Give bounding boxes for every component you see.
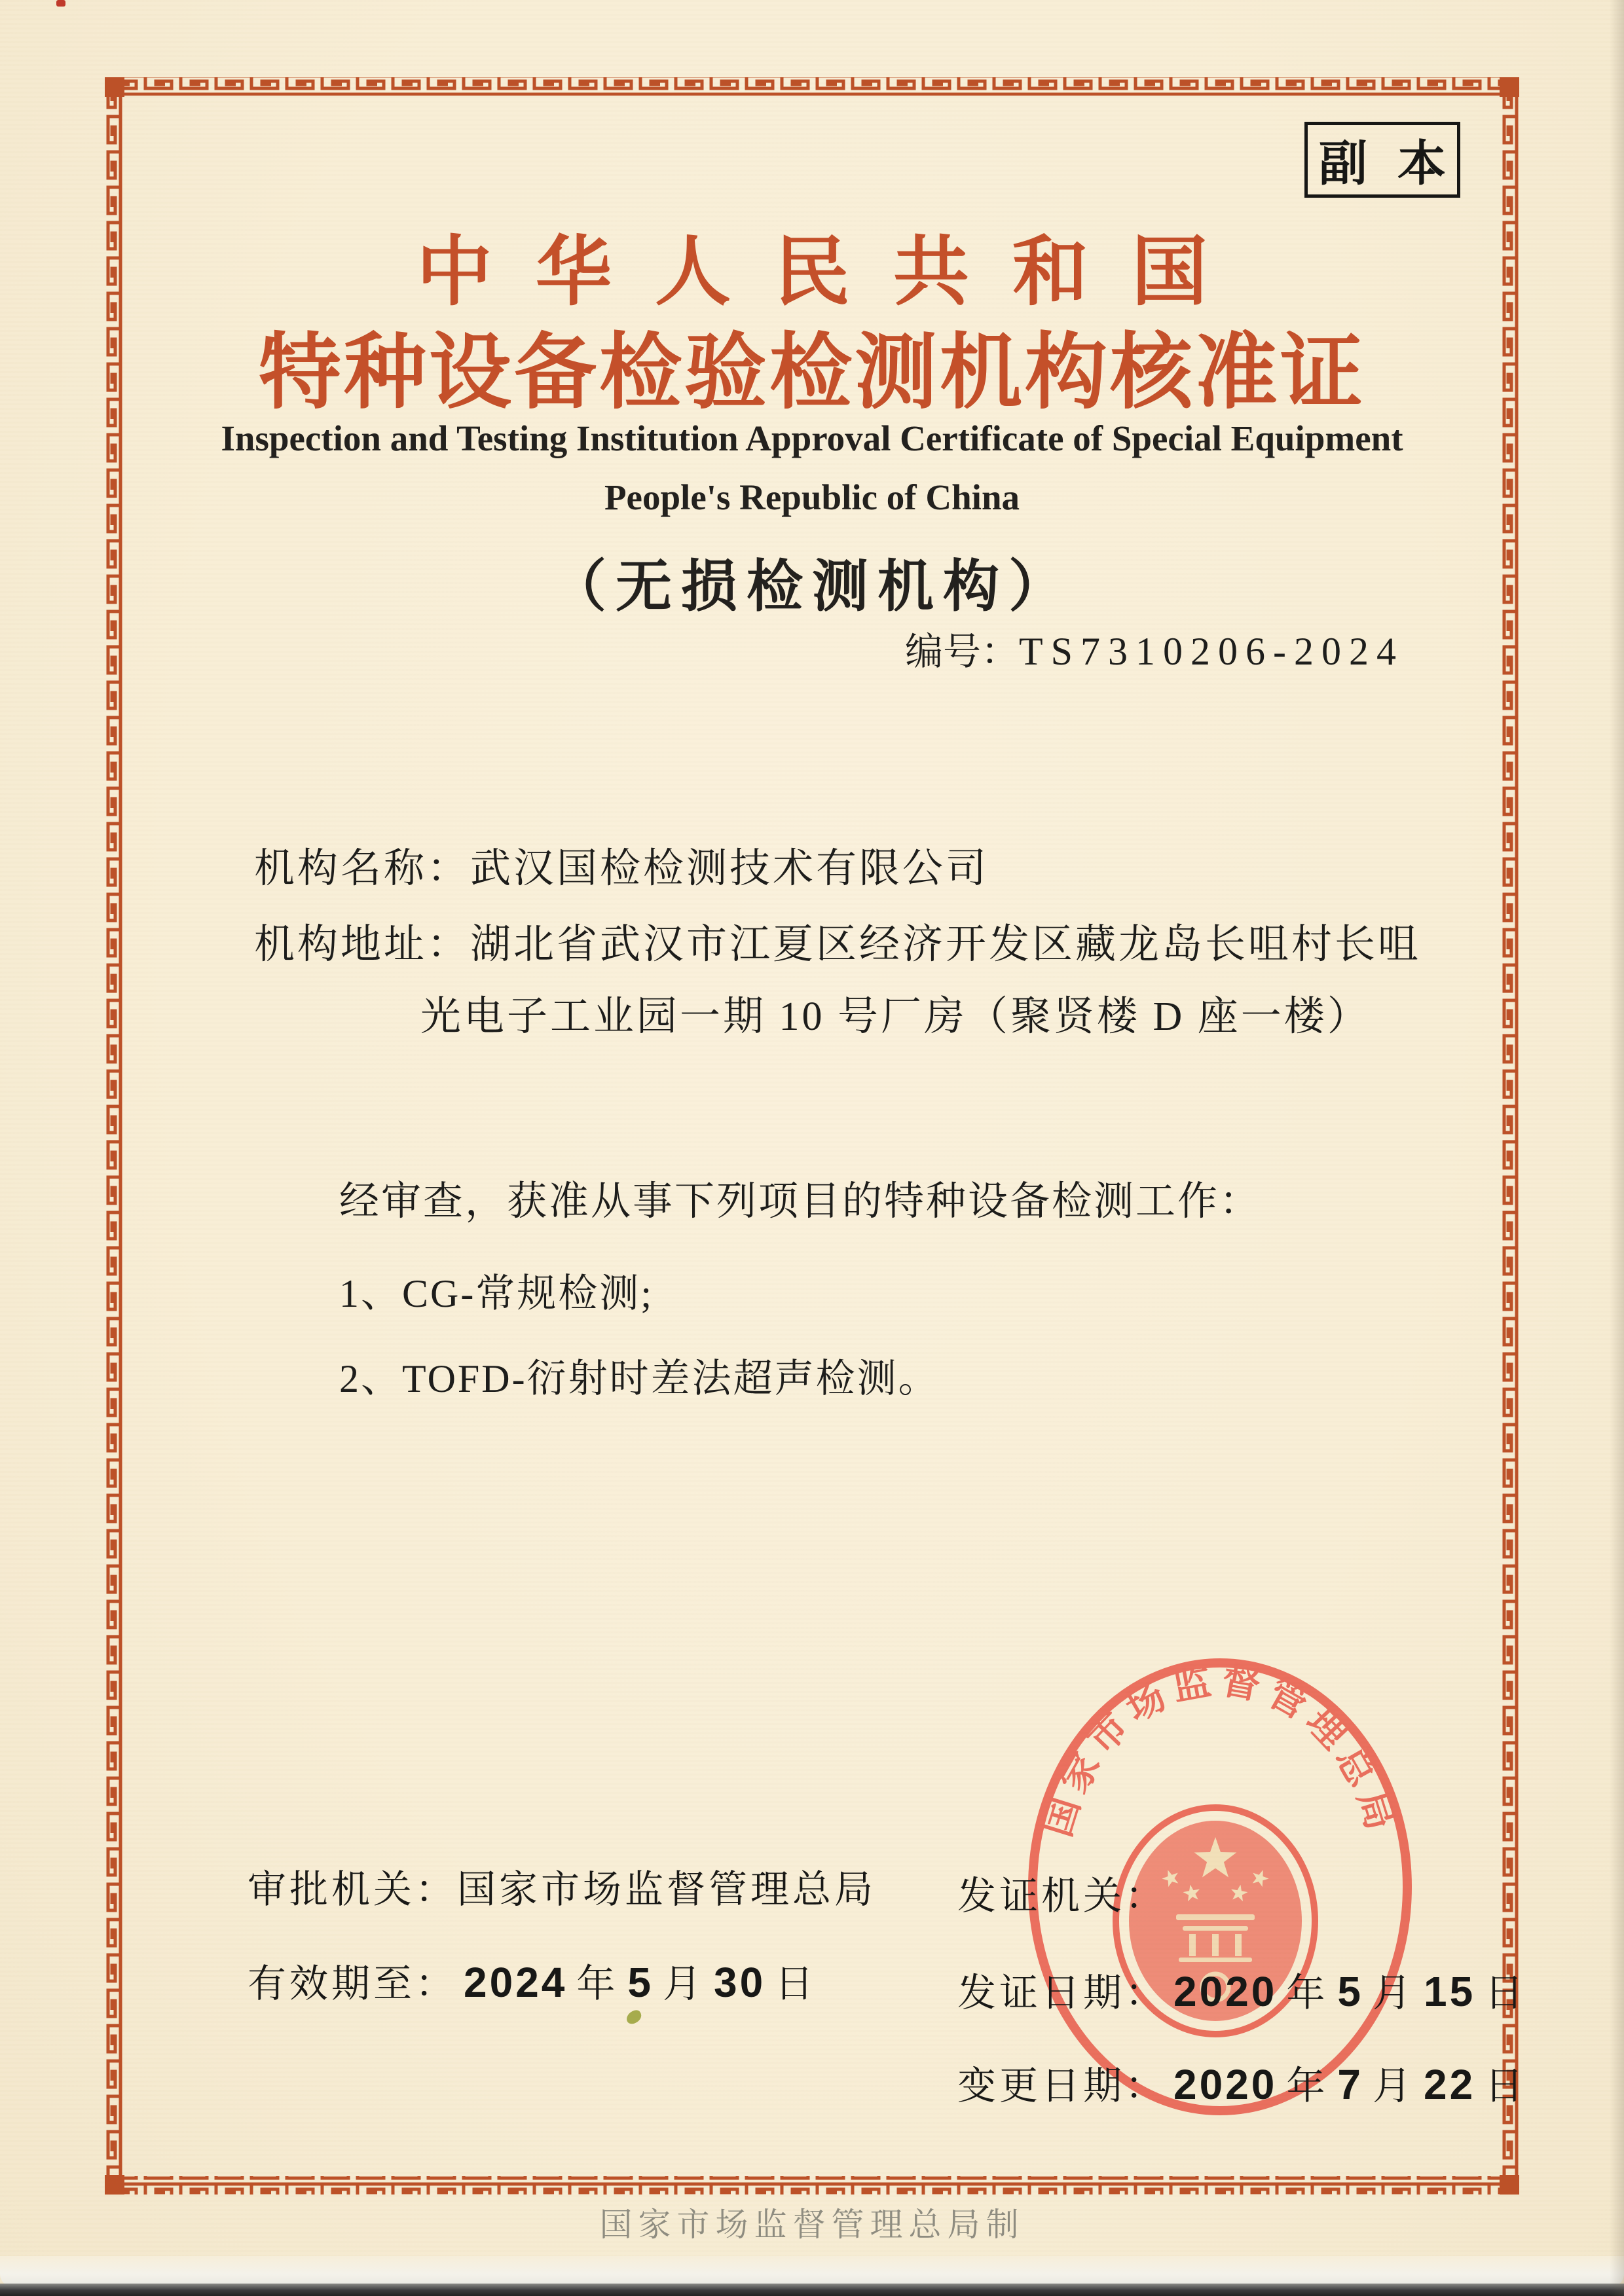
- valid-until-label: 有效期至：: [248, 1962, 458, 2005]
- approving-authority-label: 审批机关：: [248, 1868, 458, 1911]
- valid-until-month: 5: [627, 1959, 654, 2006]
- scan-edge-right-shadow: [1610, 0, 1624, 2296]
- institution-address-line2: 光电子工业园一期 10 号厂房（聚贤楼 D 座一楼）: [420, 994, 1371, 1039]
- valid-until-year: 2024: [464, 1959, 568, 2006]
- scan-speck-red: [56, 0, 65, 7]
- approval-intro: 经审查，获准从事下列项目的特种设备检测工作：: [339, 1180, 1262, 1224]
- certificate-number: [905, 621, 1404, 676]
- issuing-authority-label: 发证机关：: [957, 1874, 1168, 1918]
- issue-date-day: 15: [1424, 1968, 1476, 2015]
- svg-text:国家市场监督管理总局: [1036, 1659, 1404, 1842]
- seal-text: 国家市场监督管理总局: [1036, 1658, 1404, 1842]
- institution-type: （无损检测机构）: [550, 555, 1074, 618]
- change-date-line: 变更日期： 2020 年 7 月 22 日: [957, 2061, 1527, 2108]
- institution-address-line1: [254, 911, 1421, 970]
- approving-authority-value: 国家市场监督管理总局: [457, 1868, 877, 1911]
- institution-address-value1: 湖北省武汉市江夏区经济开发区藏龙岛长咀村长咀: [470, 922, 1422, 967]
- institution-name-value: 武汉国检检测技术有限公司: [470, 847, 989, 891]
- scan-edge-dark: [0, 2284, 1624, 2296]
- issue-date-line: 发证日期： 2020 年 5 月 15 日: [957, 1968, 1527, 2015]
- scan-edge-light: [0, 2256, 1624, 2286]
- institution-name-line: [254, 835, 989, 894]
- title-en-line2: People's Republic of China: [604, 477, 1020, 517]
- title-cn-line2: 特种设备检验检测机构核准证: [259, 328, 1365, 419]
- title-cn-line1: 中华人民共和国: [416, 231, 1251, 315]
- institution-name-label: 机构名称：: [254, 847, 471, 891]
- approval-item-1: 1、CG-常规检测;: [339, 1272, 654, 1315]
- change-date-year: 2020: [1173, 2061, 1278, 2108]
- approving-authority-line: [248, 1858, 876, 1914]
- change-date-month: 7: [1337, 2061, 1363, 2108]
- valid-until-line: 有效期至： 2024 年 5 月 30 日: [248, 1959, 817, 2006]
- title-en-line1: Inspection and Testing Institution Approval Certificate of Special Equipment: [221, 418, 1403, 458]
- copy-stamp-box: [1304, 122, 1476, 198]
- issue-date-year: 2020: [1173, 1968, 1278, 2015]
- change-date-day: 22: [1424, 2061, 1476, 2108]
- change-date-label: 变更日期：: [957, 2064, 1168, 2107]
- valid-until-day: 30: [714, 1959, 766, 2006]
- issue-date-label: 发证日期：: [957, 1971, 1168, 2014]
- institution-address-label: 机构地址：: [254, 922, 471, 967]
- issue-date-month: 5: [1337, 1968, 1363, 2015]
- certificate-number-label: 编号：: [904, 630, 1019, 673]
- maker-line: 国家市场监督管理总局制: [599, 2206, 1025, 2243]
- approval-item-2: 2、TOFD-衍射时差法超声检测。: [339, 1357, 940, 1400]
- copy-stamp-label: 副本: [1319, 136, 1476, 191]
- certificate-number-value: TS7310206-2024: [1019, 630, 1404, 673]
